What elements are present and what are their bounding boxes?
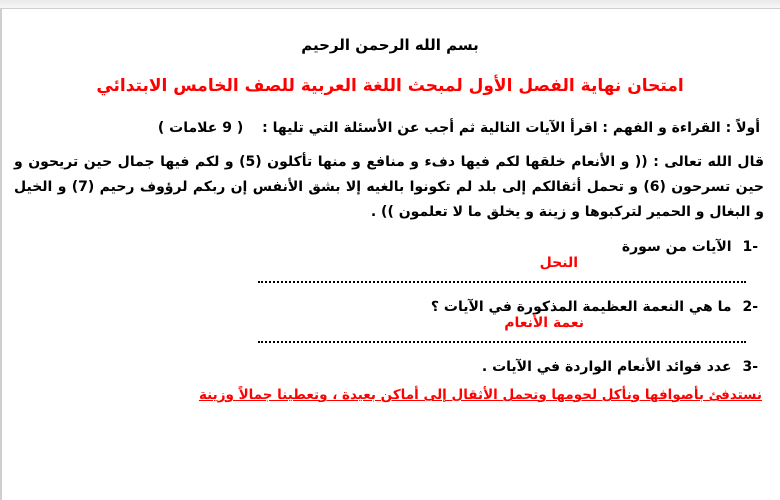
answer-2: نعمة الأنعام <box>504 315 584 331</box>
exam-title: امتحان نهاية الفصل الأول لمبحث اللغة العربية للصف الخامس الابتدائي <box>96 76 684 96</box>
question-3 <box>14 359 758 375</box>
question-1 <box>14 239 758 255</box>
question-1-text: الآيات من سورة <box>621 239 732 255</box>
basmala: بسم الله الرحمن الرحيم <box>301 36 479 54</box>
page-edge <box>0 8 2 500</box>
section-marks: ( 9 علامات ) <box>157 120 244 136</box>
section-heading-text: أولاً : القراءة و الفهم : اقرأ الآيات التالية ثم أجب عن الأسئلة التي تليها : <box>262 120 760 136</box>
question-3-text: عدد فوائد الأنعام الواردة في الآيات . <box>481 359 732 375</box>
question-2-number: -2 <box>742 299 758 315</box>
answer-1: النحل <box>539 255 578 271</box>
answer-2-line <box>14 315 766 345</box>
question-2-text: ما هي النعمة العظيمة المذكورة في الآيات ؟ <box>430 299 732 315</box>
answer-3: نستدفئ بأصوافها ونأكل لحومها وتحمل الأثقال إلى أماكن بعيدة ، وتعطينا جمالاً وزينة <box>198 387 762 403</box>
window-top-bar <box>0 0 780 9</box>
question-2 <box>14 299 758 315</box>
document-page <box>14 22 766 403</box>
section-heading <box>14 120 760 136</box>
answer-2-dots <box>258 341 746 343</box>
quran-passage: قال الله تعالى : (( و الأنعام خلقها لكم فيها دفء و منافع و منها تأكلون (5) و لكم فيها جمال حين تريحون و حين تسرحون (6) و تحمل أثقالكم إلى بلد لم تكونوا بالغيه إلا بشق الأنفس إن ربكم لرؤوف رحيم (7) و الخيل و البغال و الحمير لتركبوها و زينة و يخلق ما لا تعلمون )) . <box>14 154 764 220</box>
answer-1-line <box>14 255 766 285</box>
question-1-number: -1 <box>742 239 758 255</box>
question-3-number: -3 <box>742 359 758 375</box>
answer-1-dots <box>258 281 746 283</box>
